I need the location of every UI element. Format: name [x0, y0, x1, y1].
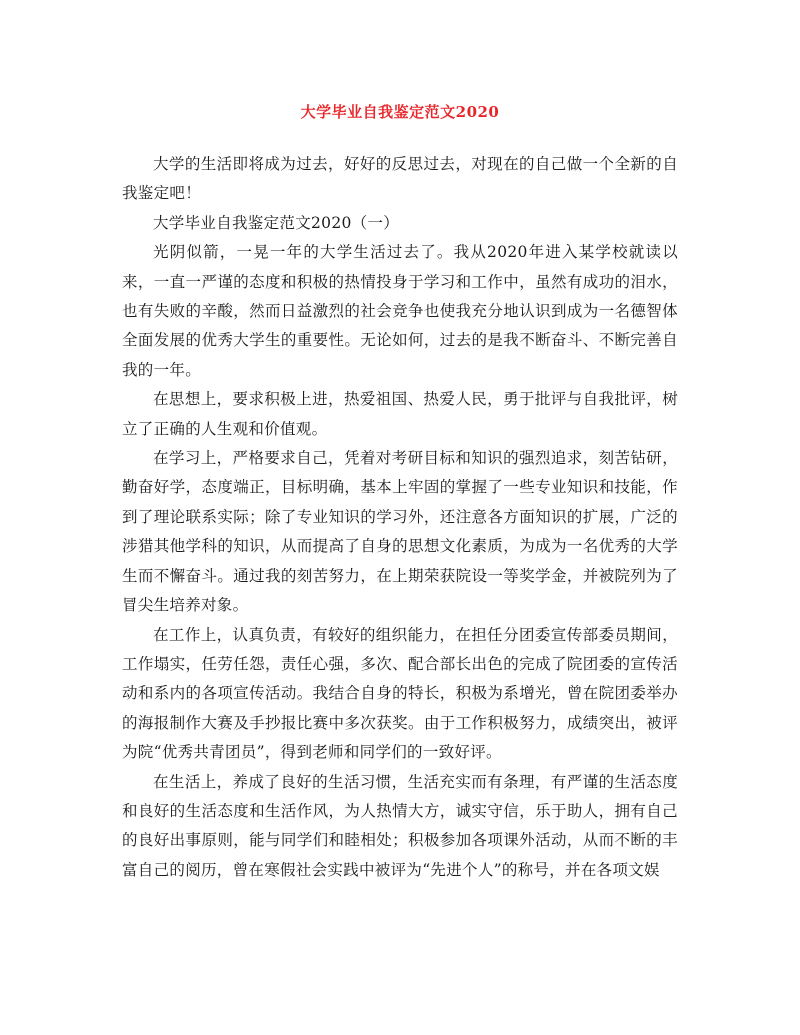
section-heading-paragraph: 大学毕业自我鉴定范文2020（一）	[153, 213, 400, 232]
document-title: 大学毕业自我鉴定范文2020	[300, 103, 500, 121]
study-paragraph: 在学习上，严格要求自己，凭着对考研目标和知识的强烈追求，刻苦钻研，勤奋好学，态度端正，目标明确，基本上牢固的掌握了一些专业知识和技能，作到了理论联系实际；除了专业知识的学习外，还注意各方面知识的扩展，广泛的涉猎其他学科的知识，从而提高了自身的思想文化素质，为成为一名优秀的大学生而不懈奋斗。通过我的刻苦努力，在上期荣获院设一等奖学金，并被院列为了冒尖生培养对象。	[122, 449, 678, 615]
work-paragraph: 在工作上，认真负责，有较好的组织能力，在担任分团委宣传部委员期间，工作塌实，任劳任怨，责任心强，多次、配合部长出色的完成了院团委的宣传活动和系内的各项宣传活动。我结合自身的特长，积极为系增光，曾在院团委举办的海报制作大赛及手抄报比赛中多次获奖。由于工作积极努力，成绩突出，被评为院“优秀共青团员”，得到老师和同学们的一致好评。	[122, 625, 678, 762]
life-paragraph: 在生活上，养成了良好的生活习惯，生活充实而有条理，有严谨的生活态度和良好的生活态度和生活作风，为人热情大方，诚实守信，乐于助人，拥有自己的良好出事原则，能与同学们和睦相处；积极参加各项课外活动，从而不断的丰富自己的阅历，曾在寒假社会实践中被评为“先进个人”的称号，并在各项文娱	[122, 772, 678, 879]
ideology-paragraph: 在思想上，要求积极上进，热爱祖国、热爱人民，勇于批评与自我批评，树立了正确的人生观和价值观。	[122, 390, 678, 438]
intro-paragraph: 大学的生活即将成为过去，好好的反思过去，对现在的自己做一个全新的自我鉴定吧！	[122, 155, 678, 203]
overview-paragraph: 光阴似箭，一晃一年的大学生活过去了。我从2020年进入某学校就读以来，一直一严谨的态度和积极的热情投身于学习和工作中，虽然有成功的泪水，也有失败的辛酸，然而日益激烈的社会竞争也使我充分地认识到成为一名德智体全面发展的优秀大学生的重要性。无论如何，过去的是我不断奋斗、不断完善自我的一年。	[122, 243, 678, 379]
